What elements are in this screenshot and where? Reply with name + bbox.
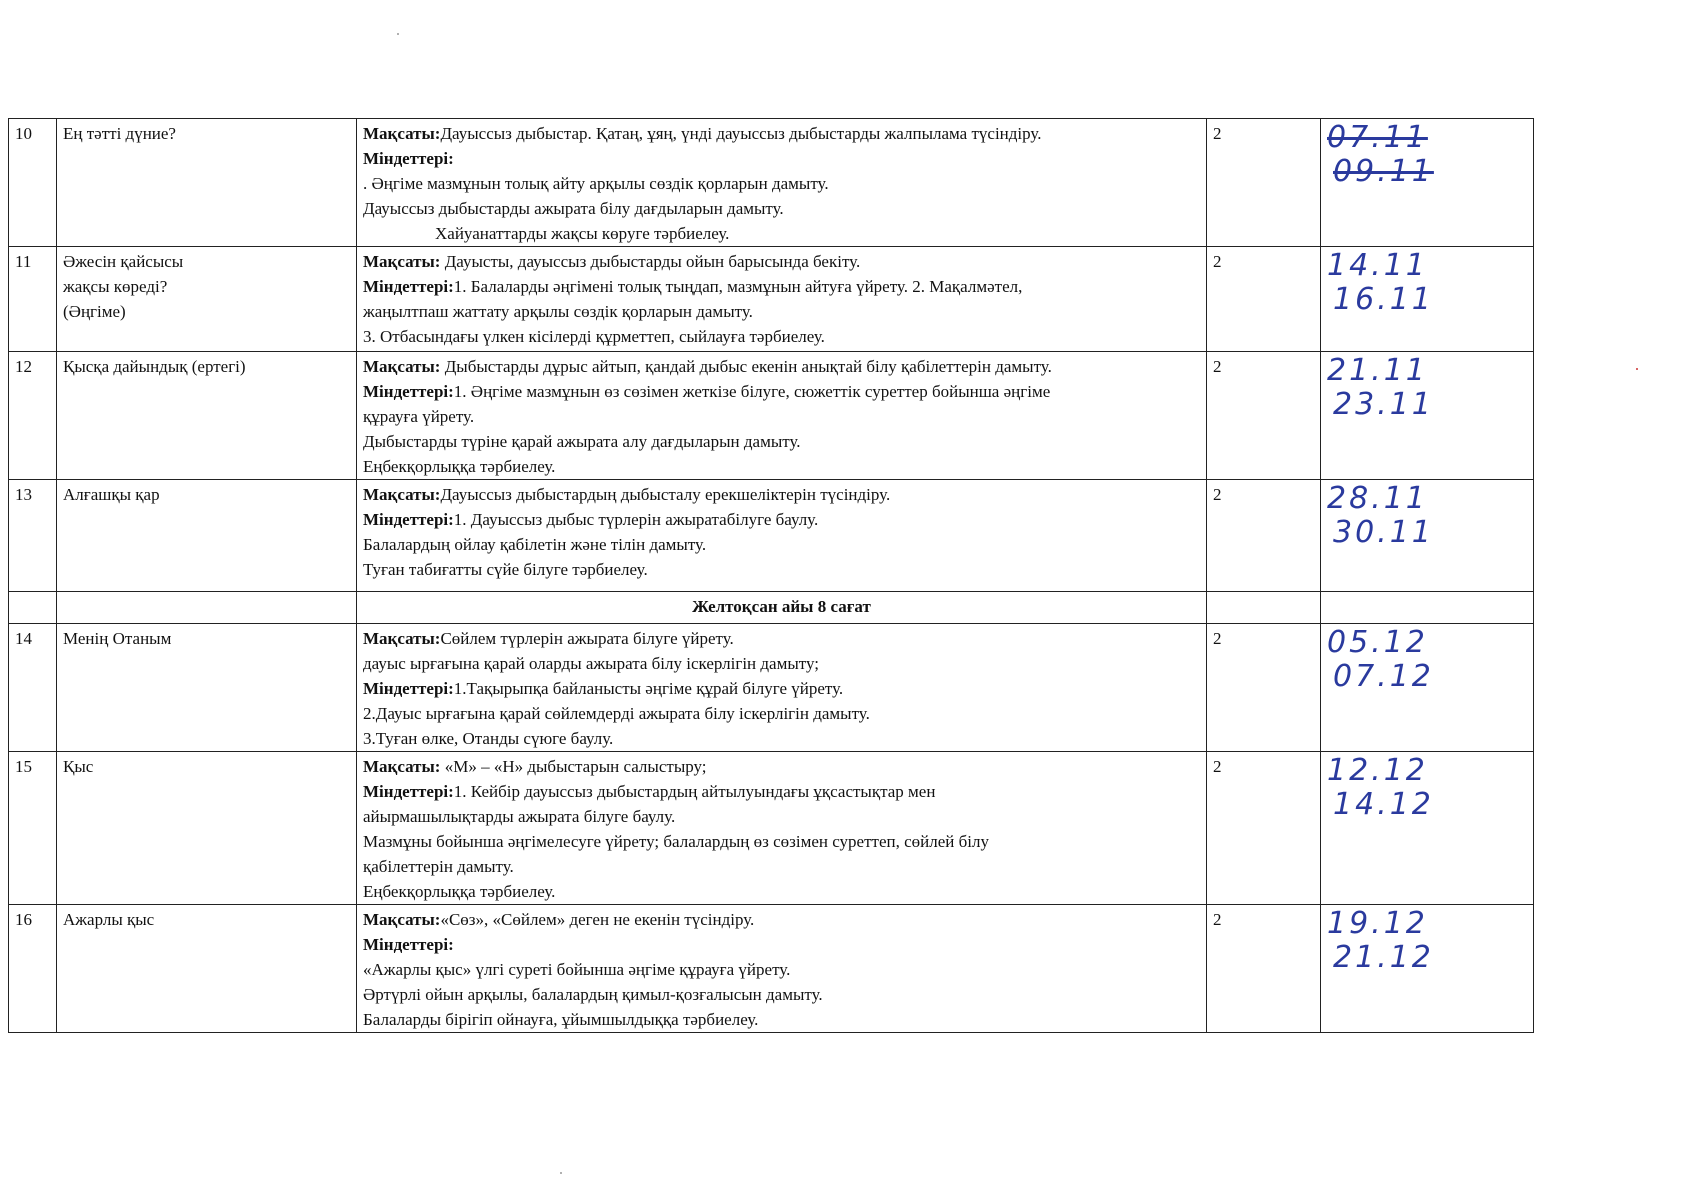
lesson-plan-table	[8, 118, 1534, 1033]
content-text: «Сөз», «Сөйлем» деген не екенін түсіндіру.	[440, 910, 755, 929]
topic-line: Қысқа дайындық (ертегі)	[63, 357, 246, 376]
lesson-topic	[57, 752, 357, 905]
content-text: 1. Кейбір дауыссыз дыбыстардың айтылуындағы ұқсастықтар мен	[453, 782, 936, 801]
content-text: 1.Тақырыпқа байланысты әңгіме құрай білуге үйрету.	[453, 679, 844, 698]
scan-speck	[1636, 368, 1638, 370]
handwritten-date: 21.11	[1327, 353, 1428, 388]
content-text: Еңбекқорлыққа тәрбиелеу.	[363, 882, 556, 901]
content-label: Міндеттері:	[363, 149, 454, 168]
content-text: «М» – «Н» дыбыстарын салыстыру;	[440, 757, 707, 776]
table-row	[9, 119, 1534, 247]
content-text: Дыбыстарды түріне қарай ажырата алу дағдыларын дамыту.	[363, 432, 801, 451]
handwritten-date: 07.11	[1327, 120, 1428, 155]
scan-speck	[397, 33, 399, 35]
lesson-content	[357, 480, 1207, 592]
content-line	[363, 879, 1200, 904]
content-text: құрауға үйрету.	[363, 407, 475, 426]
handwritten-date: 14.11	[1327, 248, 1428, 283]
content-line	[363, 532, 1200, 557]
topic-line: жақсы көреді?	[63, 277, 168, 296]
topic-line: Ажарлы қыс	[63, 910, 155, 929]
content-text: . Әңгіме мазмұнын толық айту арқылы сөздік қорларын дамыту.	[363, 174, 829, 193]
content-line	[363, 957, 1200, 982]
content-text: Әртүрлі ойын арқылы, балалардың қимыл-қозғалысын дамыту.	[363, 985, 823, 1004]
content-text: Балаларды бірігіп ойнауға, ұйымшылдыққа тәрбиелеу.	[363, 1010, 759, 1029]
scan-speck	[560, 1172, 562, 1174]
lesson-number: 12	[9, 352, 57, 480]
content-line	[363, 804, 1200, 829]
content-line	[363, 274, 1200, 299]
lesson-content	[357, 624, 1207, 752]
content-text: Балалардың ойлау қабілетін және тілін дамыту.	[363, 535, 707, 554]
content-text: 2.Дауыс ырғағына қарай сөйлемдерді ажырата білу іскерлігін дамыту.	[363, 704, 870, 723]
lesson-number: 16	[9, 905, 57, 1033]
lesson-number: 10	[9, 119, 57, 247]
content-line	[363, 982, 1200, 1007]
month-empty-cell	[1207, 592, 1321, 624]
content-line	[363, 932, 1200, 957]
lesson-topic	[57, 247, 357, 352]
content-line	[363, 676, 1200, 701]
content-label: Міндеттері:	[363, 679, 454, 698]
content-text: Дыбыстарды дұрыс айтып, қандай дыбыс екенін анықтай білу қабілеттерін дамыту.	[440, 357, 1052, 376]
handwritten-date: 12.12	[1327, 753, 1428, 788]
content-text: жаңылтпаш жаттату арқылы сөздік қорларын дамыту.	[363, 302, 753, 321]
lesson-topic	[57, 119, 357, 247]
handwritten-date: 28.11	[1327, 481, 1428, 516]
topic-line: Ең тәтті дүние?	[63, 124, 176, 143]
handwritten-dates	[1321, 352, 1534, 480]
content-text: Дауысты, дауыссыз дыбыстарды ойын барысында бекіту.	[440, 252, 861, 271]
content-text: қабілеттерін дамыту.	[363, 857, 514, 876]
lesson-hours: 2	[1207, 352, 1321, 480]
content-line	[363, 557, 1200, 582]
table-row	[9, 624, 1534, 752]
lesson-hours: 2	[1207, 624, 1321, 752]
lesson-content	[357, 905, 1207, 1033]
content-label: Мақсаты:	[363, 485, 441, 504]
table-row	[9, 752, 1534, 905]
content-text: «Ажарлы қыс» үлгі суреті бойынша әңгіме құрауға үйрету.	[363, 960, 791, 979]
content-line	[363, 429, 1200, 454]
lesson-content	[357, 752, 1207, 905]
content-line	[363, 779, 1200, 804]
handwritten-date: 16.11	[1333, 282, 1434, 317]
content-line	[363, 907, 1200, 932]
content-label: Міндеттері:	[363, 510, 454, 529]
content-label: Міндеттері:	[363, 382, 454, 401]
handwritten-dates	[1321, 247, 1534, 352]
content-line	[363, 299, 1200, 324]
content-line	[363, 854, 1200, 879]
handwritten-dates	[1321, 119, 1534, 247]
content-line	[363, 379, 1200, 404]
content-text: Мазмұны бойынша әңгімелесуге үйрету; балалардың өз сөзімен суреттеп, сөйлей білу	[363, 832, 989, 851]
lesson-hours: 2	[1207, 119, 1321, 247]
lesson-hours: 2	[1207, 480, 1321, 592]
handwritten-dates	[1321, 905, 1534, 1033]
lesson-topic	[57, 905, 357, 1033]
content-line	[363, 221, 1200, 246]
content-line	[363, 249, 1200, 274]
content-text: 3. Отбасындағы үлкен кісілерді құрметтеп, сыйлауға тәрбиелеу.	[363, 327, 825, 346]
lesson-number: 15	[9, 752, 57, 905]
content-text: Туған табиғатты сүйе білуге тәрбиелеу.	[363, 560, 648, 579]
month-header: Желтоқсан айы 8 сағат	[357, 592, 1207, 624]
content-label: Мақсаты:	[363, 757, 441, 776]
content-text: 1. Әңгіме мазмұнын өз сөзімен жеткізе білуге, сюжеттік суреттер бойынша әңгіме	[453, 382, 1051, 401]
content-label: Мақсаты:	[363, 629, 441, 648]
content-line	[363, 121, 1200, 146]
content-label: Мақсаты:	[363, 124, 441, 143]
lesson-hours: 2	[1207, 752, 1321, 905]
handwritten-date: 09.11	[1333, 154, 1434, 189]
table-row	[9, 905, 1534, 1033]
month-empty-cell	[9, 592, 57, 624]
topic-line: Менің Отаным	[63, 629, 172, 648]
content-text: Дауыссыз дыбыстардың дыбысталу ерекшеліктерін түсіндіру.	[440, 485, 891, 504]
lesson-topic	[57, 352, 357, 480]
month-empty-cell	[57, 592, 357, 624]
handwritten-date: 23.11	[1333, 387, 1434, 422]
content-line	[363, 1007, 1200, 1032]
content-text: айырмашылықтарды ажырата білуге баулу.	[363, 807, 676, 826]
content-label: Міндеттері:	[363, 782, 454, 801]
lesson-topic	[57, 480, 357, 592]
content-line	[363, 404, 1200, 429]
content-text: Дауыссыз дыбыстар. Қатаң, ұяң, үнді дауыссыз дыбыстарды жалпылама түсіндіру.	[440, 124, 1042, 143]
topic-line: (Әңгіме)	[63, 302, 126, 321]
handwritten-dates	[1321, 480, 1534, 592]
handwritten-dates	[1321, 752, 1534, 905]
content-line	[363, 829, 1200, 854]
handwritten-date: 21.12	[1333, 940, 1434, 975]
table-row	[9, 352, 1534, 480]
handwritten-date: 30.11	[1333, 515, 1434, 550]
content-text: Дауыссыз дыбыстарды ажырата білу дағдыларын дамыту.	[363, 199, 784, 218]
lesson-content	[357, 352, 1207, 480]
content-text: Хайуанаттарды жақсы көруге тәрбиелеу.	[435, 224, 730, 243]
content-label: Мақсаты:	[363, 252, 441, 271]
lesson-number: 11	[9, 247, 57, 352]
lesson-number: 13	[9, 480, 57, 592]
handwritten-date: 14.12	[1333, 787, 1434, 822]
content-line	[363, 507, 1200, 532]
content-text: 1. Балаларды әңгімені толық тыңдап, мазмұнын айтуға үйрету. 2. Мақалмәтел,	[453, 277, 1023, 296]
content-line	[363, 754, 1200, 779]
lesson-hours: 2	[1207, 247, 1321, 352]
content-text: Сөйлем түрлерін ажырата білуге үйрету.	[440, 629, 734, 648]
content-text: 1. Дауыссыз дыбыс түрлерін ажыратабілуге баулу.	[453, 510, 819, 529]
content-line	[363, 454, 1200, 479]
content-text: Еңбекқорлыққа тәрбиелеу.	[363, 457, 556, 476]
content-line	[363, 354, 1200, 379]
content-label: Мақсаты:	[363, 910, 441, 929]
content-line	[363, 626, 1200, 651]
content-line	[363, 171, 1200, 196]
month-empty-cell	[1321, 592, 1534, 624]
content-line	[363, 196, 1200, 221]
table-row	[9, 247, 1534, 352]
lesson-plan-body	[9, 119, 1534, 1033]
content-line	[363, 146, 1200, 171]
table-row	[9, 480, 1534, 592]
content-line	[363, 482, 1200, 507]
lesson-topic	[57, 624, 357, 752]
topic-line: Қыс	[63, 757, 94, 776]
content-label: Міндеттері:	[363, 277, 454, 296]
content-label: Міндеттері:	[363, 935, 454, 954]
topic-line: Алғашқы қар	[63, 485, 160, 504]
content-line	[363, 324, 1200, 349]
content-line	[363, 726, 1200, 751]
content-text: 3.Туған өлке, Отанды сүюге баулу.	[363, 729, 614, 748]
lesson-number: 14	[9, 624, 57, 752]
month-row	[9, 592, 1534, 624]
lesson-content	[357, 119, 1207, 247]
handwritten-date: 19.12	[1327, 906, 1428, 941]
content-text: дауыс ырғағына қарай оларды ажырата білу іскерлігін дамыту;	[363, 654, 819, 673]
handwritten-date: 05.12	[1327, 625, 1428, 660]
content-line	[363, 701, 1200, 726]
handwritten-date: 07.12	[1333, 659, 1434, 694]
lesson-hours: 2	[1207, 905, 1321, 1033]
handwritten-dates	[1321, 624, 1534, 752]
topic-line: Әжесін қайсысы	[63, 252, 184, 271]
content-line	[363, 651, 1200, 676]
content-label: Мақсаты:	[363, 357, 441, 376]
lesson-content	[357, 247, 1207, 352]
